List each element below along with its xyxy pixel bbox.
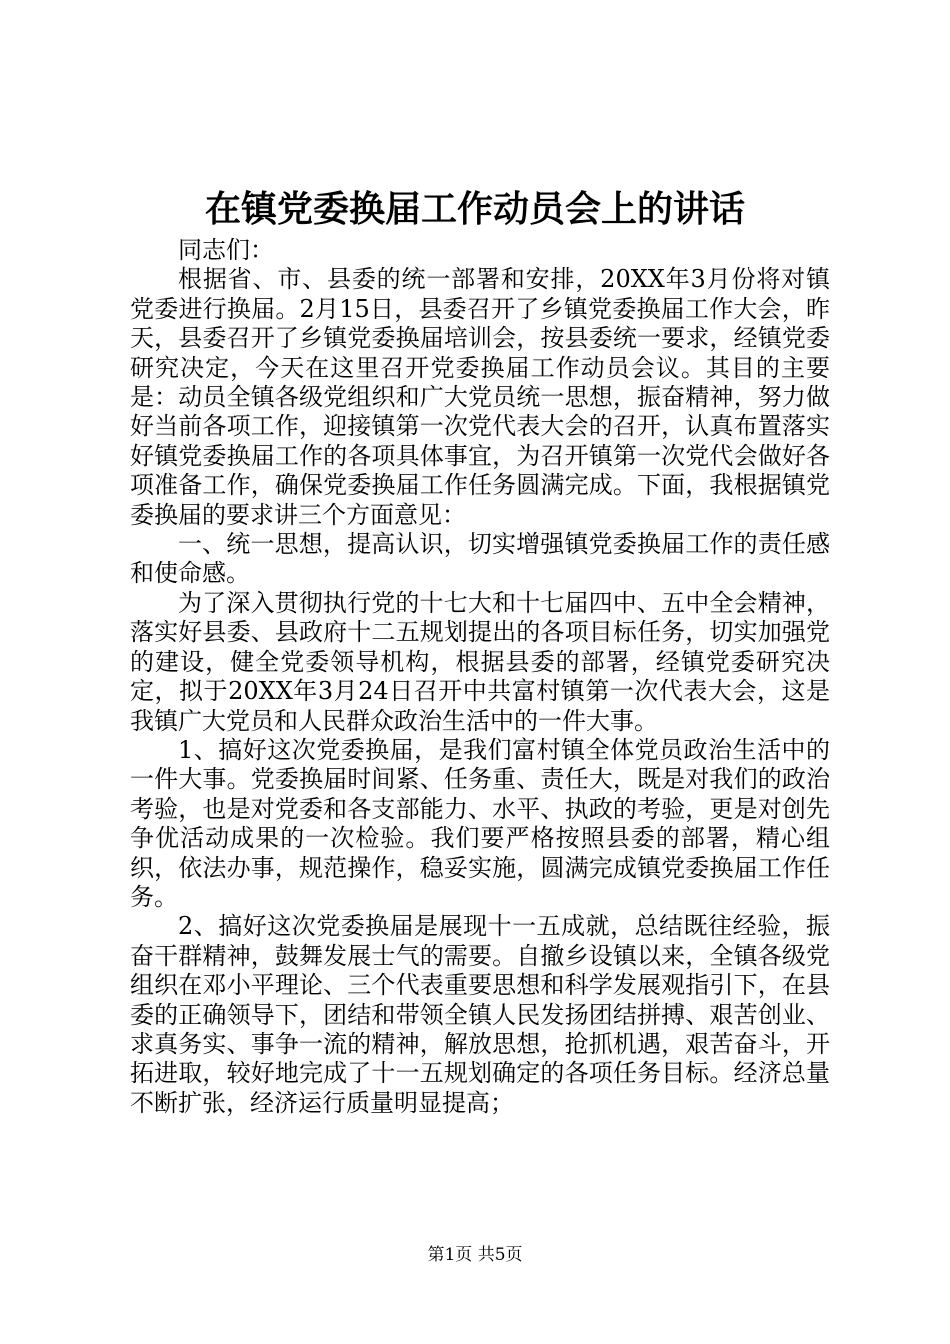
point-one-paragraph: 1、搞好这次党委换届，是我们富村镇全体党员政治生活中的一件大事。党委换届时间紧、任务重、责任大，既是对我们的政治考验，也是对党委和各支部能力、水平、执政的考验，更是对创先争优活动成果的一次检验。我们要严格按照县委的部署，精心组织，依法办事，规范操作，稳妥实施，圆满完成镇党委换届工作任务。 — [130, 735, 830, 911]
document-body — [130, 236, 830, 1118]
salutation-paragraph: 同志们： — [178, 236, 274, 264]
document-title: 在镇党委换届工作动员会上的讲话 — [204, 188, 745, 230]
section-heading-one: 一、统一思想，提高认识，切实增强镇党委换届工作的责任感和使命感。 — [130, 530, 830, 588]
intro-paragraph: 根据省、市、县委的统一部署和安排，20XX年3月份将对镇党委进行换届。2月15日，县委召开了乡镇党委换届工作大会，昨天，县委召开了乡镇党委换届培训会，按县委统一要求，经镇党委研究决定，今天在这里召开党委换届工作动员会议。其目的主要是：动员全镇各级党组织和广大党员统一思想，振奋精神，努力做好当前各项工作，迎接镇第一次党代表大会的召开，认真布置落实好镇党委换届工作的各项具体事宜，为召开镇第一次党代会做好各项准备工作，确保党委换届工作任务圆满完成。下面，我根据镇党委换届的要求讲三个方面意见： — [130, 265, 830, 529]
body-paragraph: 为了深入贯彻执行党的十七大和十七届四中、五中全会精神，落实好县委、县政府十二五规划提出的各项目标任务，切实加强党的建设，健全党委领导机构，根据县委的部署，经镇党委研究决定，拟于20XX年3月24日召开中共富村镇第一次代表大会，这是我镇广大党员和人民群众政治生活中的一件大事。 — [130, 588, 830, 735]
page-number-footer: 第1页 共5页 — [427, 1245, 523, 1265]
point-two-paragraph: 2、搞好这次党委换届是展现十一五成就，总结既往经验，振奋干群精神，鼓舞发展士气的需要。自撤乡设镇以来，全镇各级党组织在邓小平理论、三个代表重要思想和科学发展观指引下，在县委的正确领导下，团结和带领全镇人民发扬团结拼搏、艰苦创业、求真务实、事争一流的精神，解放思想，抢抓机遇，艰苦奋斗，开拓进取，较好地完成了十一五规划确定的各项任务目标。经济总量不断扩张，经济运行质量明显提高； — [130, 912, 830, 1117]
